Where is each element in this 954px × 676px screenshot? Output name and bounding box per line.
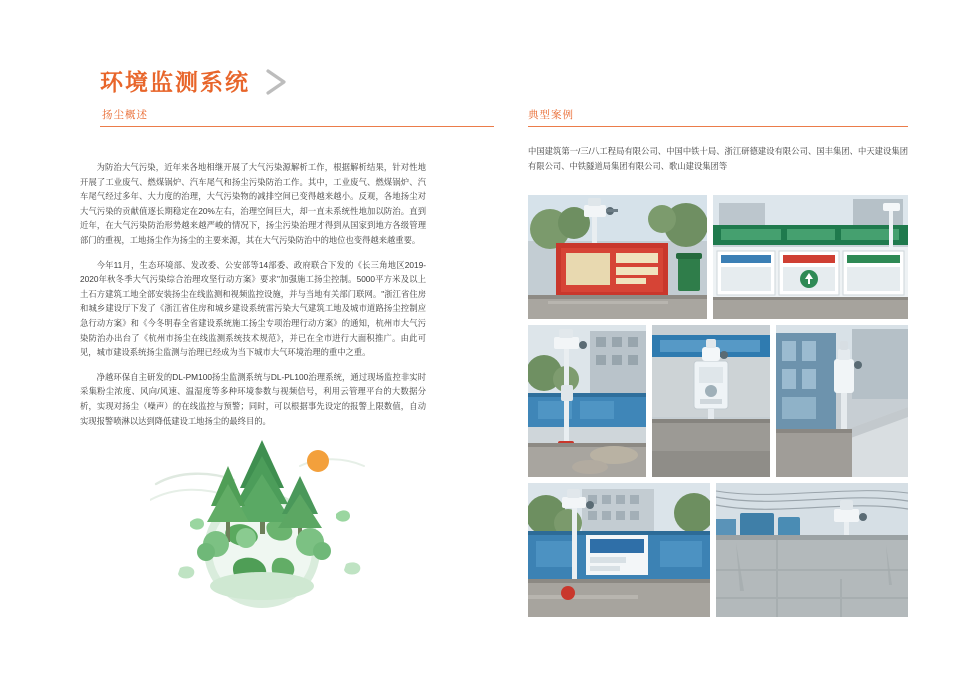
photo-row <box>528 195 908 319</box>
right-column <box>528 0 908 676</box>
paragraph-2: 今年11月，生态环境部、发改委、公安部等14部委、政府联合下发的《长三角地区2019-2020年秋冬季大气污染综合治理攻坚行动方案》要求"加强施工扬尘控制。5000平方米及以上土石方建筑工地全部安装扬尘在线监测和视频监控设施，并与当地有关部门联网。"浙江省住房和城乡建设厅下发了《浙江省住房和城乡建设系统雷污染大气建筑工地及城市道路扬尘控制应急行动方案》和《今冬明春全省建设系统施工扬尘专项治理行动方案》的通知，杭州市大气污染防治办出台了《杭州市扬尘在线监测系统技术规范》，并已在全市进行大面积推广。由此可见，城市建设系统扬尘监测与治理已经成为当下城市大气环境治理的重中之重。 <box>80 259 426 358</box>
photo-monitoring-pole-construction-site <box>528 325 646 477</box>
photo-monitoring-station-wall <box>716 483 908 617</box>
photo-row <box>528 483 908 617</box>
section-heading-cases: 典型案例 <box>528 109 574 121</box>
photo-monitoring-station-green-signboard <box>713 195 908 319</box>
clients-list: 中国建筑第一/三/八工程局有限公司、中国中铁十局、浙江研德建设有限公司、国丰集团、中天建设集团有限公司、中铁隧道局集团有限公司、歌山建设集团等 <box>528 146 908 171</box>
photo-monitoring-device-closeup <box>652 325 770 477</box>
paragraph-1: 为防治大气污染，近年来各地相继开展了大气污染源解析工作，根据解析结果，针对性地开展了工业废气、燃煤锅炉、汽车尾气和扬尘污染防治工作。其中，工业废气、燃煤锅炉、汽车尾气经过多年、大力度的治理，大气污染物的减排空间已变得越来越小。反观，各地扬尘对大气污染的贡献值逐长期稳定在20%左右，治理空间巨大，却一直未系统性地加以防治。直到近年，在大气污染防治形势越来越严峻的情况下，扬尘污染治理才得到从国家到地方各级管理部门的重视，工地扬尘作为扬尘的主要来源，其在大气污染防治中的地位也变得越来越重要。 <box>80 162 426 245</box>
earth-trees-illustration <box>150 418 380 618</box>
title-block <box>100 62 500 102</box>
overview-body <box>80 160 426 438</box>
photo-grid <box>528 195 908 623</box>
divider-right <box>528 126 908 127</box>
page-title: 环境监测系统 <box>100 68 250 95</box>
chevron-right-icon <box>264 67 290 97</box>
photo-monitoring-device-rooftop <box>776 325 908 477</box>
section-heading-overview: 扬尘概述 <box>102 109 148 121</box>
divider-left <box>100 126 494 127</box>
photo-monitoring-station-kechuangyuan <box>528 483 710 617</box>
photo-row <box>528 325 908 477</box>
paragraph-3: 净越环保自主研发的DL-PM100扬尘监测系统与DL-PL100治理系统，通过现场监控非实时采集粉尘浓度、风向/风速、温湿度等多种环境参数与视频信号，利用云管理平台的大数据分析，实现对扬尘（噪声）的在线监控与预警；同时，可以根据事先设定的报警上限数值，自动实现报警喷淋以达到降低建设工地扬尘的最终目的。 <box>80 371 426 426</box>
photo-monitoring-station-red-billboard <box>528 195 707 319</box>
